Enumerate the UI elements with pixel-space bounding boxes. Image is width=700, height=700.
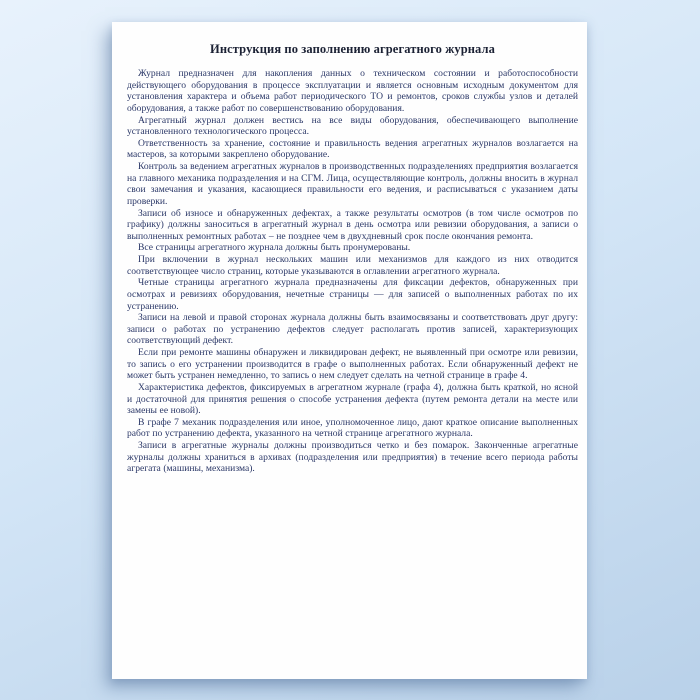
- paragraph: Все страницы агрегатного журнала должны быть пронумерованы.: [138, 242, 411, 254]
- document-page: [112, 22, 587, 679]
- paragraph: Журнал предназначен для накопления данных о техническом состоянии и работоспособности действующего оборудования в процессе эксплуатации и является основным исходным документом для установления характера и объема работ периодического ТО и ремонтов, сроков службы узлов и деталей оборудования, а также работ по совершенствованию оборудования.: [127, 68, 578, 114]
- paragraph: Характеристика дефектов, фиксируемых в агрегатном журнале (графа 4), должна быть краткой, но ясной и достаточной для принятия решения о способе устранения дефекта (путем ремонта детали на месте или замены ее новой).: [127, 381, 578, 417]
- paragraph: Записи в агрегатные журналы должны производиться четко и без помарок. Законченные агрегатные журналы должны храниться в архивах (подразделения или предприятия) в течение всего периода работы агрегата (машины, механизма).: [127, 440, 578, 475]
- paragraph: При включении в журнал нескольких машин или механизмов для каждого из них отводится соответствующее число страниц, которые указываются в оглавлении агрегатного журнала.: [127, 254, 578, 277]
- paragraph: Четные страницы агрегатного журнала предназначены для фиксации дефектов, обнаруженных при осмотрах и ревизиях оборудования, нечетные страницы — для записей о выполненных работах по их устранению.: [127, 277, 578, 312]
- paragraph: В графе 7 механик подразделения или иное, уполномоченное лицо, дают краткое описание выполненных работ по устранению дефекта, указанного на четной странице агрегатного журнала.: [127, 416, 578, 440]
- document-title: Инструкция по заполнению агрегатного журнала: [210, 42, 495, 56]
- paragraph: Контроль за ведением агрегатных журналов в производственных подразделениях предприятия возлагается на главного механика подразделения и на СГМ. Лица, осуществляющие контроль, должны вносить в журнал свои замечания и указания, касающиеся правильности его ведения, и расписываться с указанием даты проверки.: [127, 161, 578, 207]
- paragraph: Агрегатный журнал должен вестись на все виды оборудования, обеспечивающего выполнение установленного технологического процесса.: [127, 114, 578, 138]
- paragraph: Если при ремонте машины обнаружен и ликвидирован дефект, не выявленный при осмотре или ревизии, то запись о его устранении производится в графе о выполненных работах. Если обнаруженный дефект не может быть устранен немедленно, то запись о нем следует сделать на четной странице в графе 4.: [127, 347, 578, 382]
- document-body: [127, 68, 578, 475]
- paragraph: Ответственность за хранение, состояние и правильность ведения агрегатных журналов возлагается на мастеров, за которыми закреплено оборудование.: [127, 137, 578, 161]
- paragraph: Записи на левой и правой сторонах журнала должны быть взаимосвязаны и соответствовать друг другу: записи о работах по устранению дефектов следует располагать против записей, характеризующих соответствующий дефект.: [127, 312, 578, 347]
- paragraph: Записи об износе и обнаруженных дефектах, а также результаты осмотров (в том числе осмотров по графику) должны заноситься в агрегатный журнал в день осмотра или ревизии оборудования, а записи о выполненных ремонтных работах – не позднее чем в двухдневный срок после окончания ремонта.: [127, 207, 578, 242]
